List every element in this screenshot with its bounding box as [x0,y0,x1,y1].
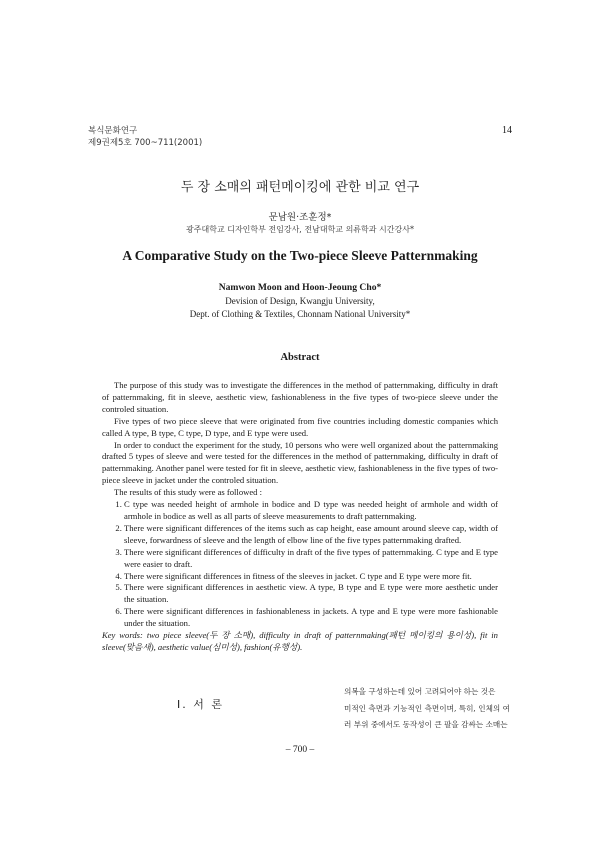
body-line: 러 부위 중에서도 동작성이 큰 팔을 감싸는 소매는 [344,720,508,729]
abstract-heading: Abstract [280,352,320,363]
result-item: 1. C type was needed height of armhole in bodice and D type was needed height of armhole and width of armhole in bodice as well as all parts of sleeve measurements to draft patternmaking. [124,499,498,523]
page-number: 14 [502,125,512,136]
affiliation-english-line-1: Devision of Design, Kwangju University, [225,296,375,306]
affiliation-english [0,295,600,321]
abstract-paragraph: The purpose of this study was to investigate the differences in the method of patternmaking, difficulty in draft of patternmaking, fit in sleeve, aesthetic view, fashionableness in the five types of two-piece sleeve under the controled situation. [102,380,498,414]
journal-info [88,126,202,149]
section-heading: Ⅰ. 서 론 [177,698,224,711]
abstract-paragraph: The results of this study were as followed : [114,487,262,498]
authors-korean: 문남원·조훈정* [268,212,332,223]
abstract-body [102,380,498,654]
result-item: 3. There were significant differences of difficulty in draft of the five types of patternmaking. C type and E type were easier to draft. [124,547,498,571]
journal-volume: 제9권제5호 700~711(2001) [88,137,203,148]
result-item: 4. There were significant differences in fitness of the sleeves in jacket. C type and E type were more fit. [124,571,498,583]
keywords-label: Key words: [102,630,143,641]
title-korean: 두 장 소매의 패턴메이킹에 관한 비교 연구 [180,180,420,195]
keywords [102,630,498,654]
result-item: 2. There were significant differences of the items such as cap height, ease amount around sleeve cap, width of sleeve, forwardness of sleeve and the length of elbow line of the five types patternmaking drafted. [124,523,498,547]
results-list [102,499,498,630]
affiliation-korean: 광주대학교 디자인학부 전임강사, 전남대학교 의류학과 시간강사* [186,225,414,234]
body-line: 미적인 측면과 기능적인 측면이며, 특히, 인체의 여 [344,703,511,713]
abstract-paragraph: Five types of two piece sleeve that were originated from five countries including domestic companies which called A type, B type, C type, D type, and E type were used. [102,415,498,438]
footer-page-number: – 700 – [285,745,315,755]
affiliation-english-line-2: Dept. of Clothing & Textiles, Chonnam National University* [189,309,411,319]
body-line: 의복을 구성하는데 있어 고려되어야 하는 것은 [344,687,496,696]
abstract-paragraph: In order to conduct the experiment for the study, 10 persons who were well organized about the patternmaking drafted 5 types of sleeve and were tested for the differences in the method of patternmaking, difficulty in draft of patternmaking. Another panel were tested for fit in sleeve, aesthetic view, fashionableness in the five types of two-piece sleeve in jacket under the controled situation. [102,439,498,486]
authors-english: Namwon Moon and Hoon-Jeoung Cho* [218,282,382,293]
result-item: 6. There were significant differences in fashionableness in jackets. A type and E type were more fashionable under the situation. [124,606,498,630]
journal-name: 복식문화연구 [88,126,138,136]
body-text [344,684,511,734]
keywords-text: two piece sleeve(두 장 소매), difficulty in draft of patternmaking(패턴 메이킹의 용이성), fit in sleeve(맞음새), aesthetic value(심미성), fashion(유행성). [102,630,498,652]
title-english: A Comparative Study on the Two-piece Sleeve Patternmaking [122,248,478,263]
result-item: 5. There were significant differences in aesthetic view. A type, B type and E type were more aesthetic under the situation. [124,582,498,606]
